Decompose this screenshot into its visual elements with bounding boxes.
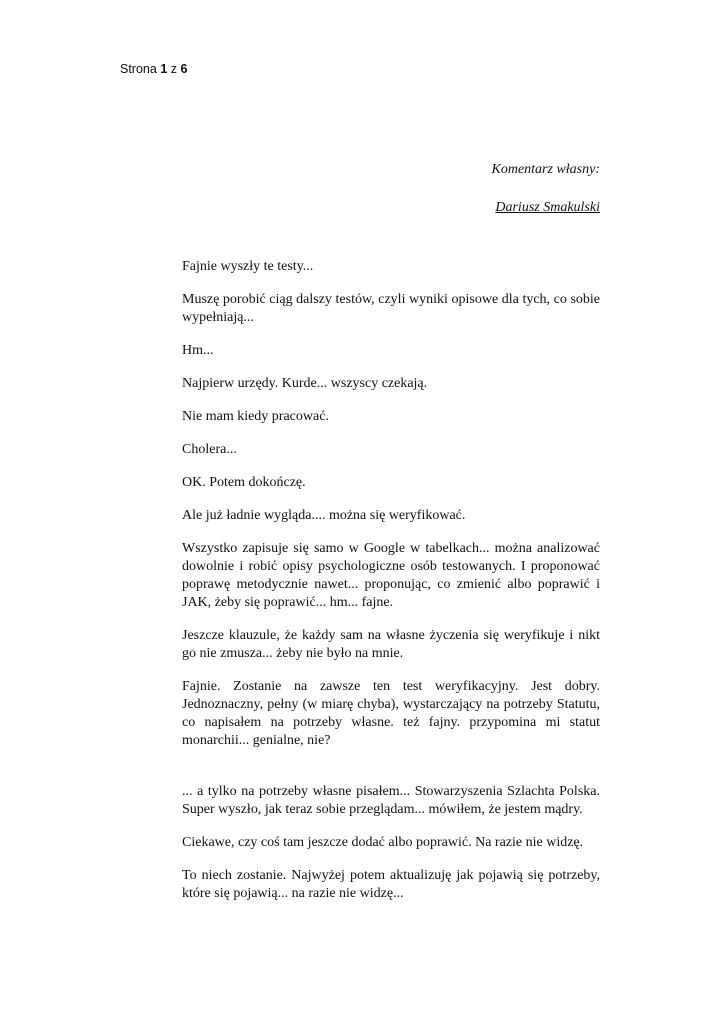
paragraph: Muszę porobić ciąg dalszy testów, czyli wyniki opisowe dla tych, co sobie wypełniają... [182,292,600,325]
body-text [182,258,600,918]
paragraph: Najpierw urzędy. Kurde... wszyscy czekają. [182,376,428,391]
total-pages: 6 [180,62,188,76]
paragraph: Fajnie. Zostanie na zawsze ten test weryfikacyjny. Jest dobry. Jednoznaczny, pełny (w miarę chyba), wystarczający na potrzeby Statutu, co napisałem na potrzeby własne. też fajny. przypomina mi statut monarchii... genialne, nie? [182,679,600,748]
page-separator: z [170,62,178,76]
paragraph: Ciekawe, czy coś tam jeszcze dodać albo poprawić. Na razie nie widzę. [182,835,584,850]
paragraph: OK. Potem dokończę. [182,475,306,490]
paragraph: Fajnie wyszły te testy... [182,259,314,274]
current-page: 1 [160,62,168,76]
paragraph: Cholera... [182,442,237,457]
paragraph: Jeszcze klauzule, że każdy sam na własne życzenia się weryfikuje i nikt go nie zmusza... żeby nie było na mnie. [182,628,600,661]
paragraph: Ale już ładnie wygląda.... można się weryfikować. [182,508,466,523]
paragraph: Wszystko zapisuje się samo w Google w tabelkach... można analizować dowolnie i robić opisy psychologiczne osób testowanych. I proponować poprawę metodycznie nawet... proponując, co zmienić albo poprawić i JAK, żeby się poprawić... hm... fajne. [182,541,600,610]
paragraph: Nie mam kiedy pracować. [182,409,329,424]
commentary-label: Komentarz własny: [491,162,600,177]
paragraph: To niech zostanie. Najwyżej potem aktualizuję jak pojawią się potrzeby, które się pojawią... na razie nie widzę... [182,868,600,901]
paragraph: ... a tylko na potrzeby własne pisałem... Stowarzyszenia Szlachta Polska. Super wyszło, jak teraz sobie przeglądam... mówiłem, że jestem mądry. [182,784,600,817]
page-number [120,62,187,76]
page-label: Strona [120,62,157,76]
commentary-author: Dariusz Smakulski [495,200,600,215]
commentary-block [492,162,601,216]
paragraph: Hm... [182,343,214,358]
